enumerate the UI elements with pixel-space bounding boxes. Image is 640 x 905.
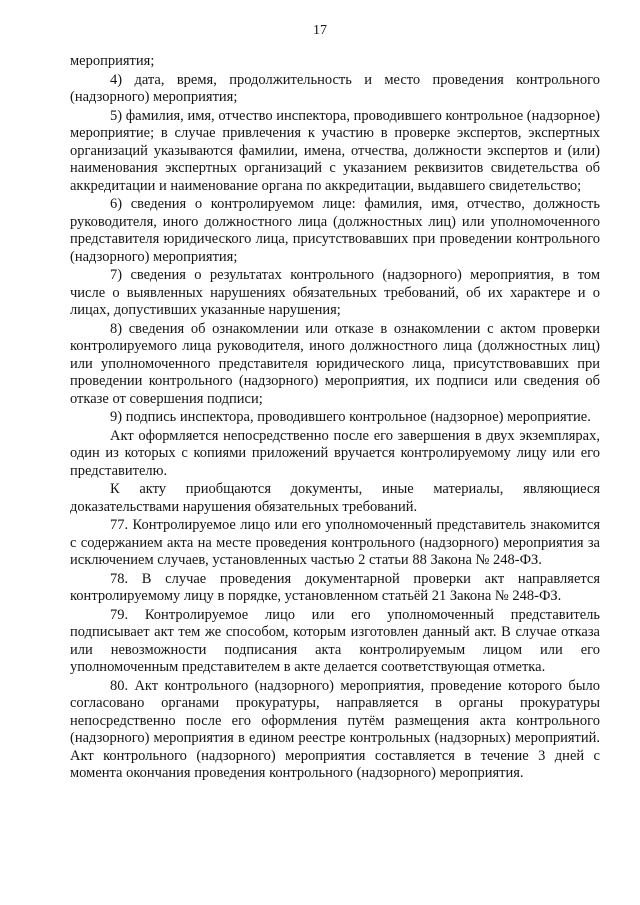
list-item-8: 8) сведения об ознакомлении или отказе в ознакомлении с актом проверки контролируемого лица руководителя, иного должностного лица (должностных лиц) или уполномоченного представителя юридического лица, присутствовавших при проведении контрольного (надзорного) мероприятия, их подписи или сведения об отказе от совершения подписи; (70, 320, 600, 407)
clause-79: 79. Контролируемое лицо или его уполномоченный представитель подписывает акт тем же способом, которым изготовлен данный акт. В случае отказа или невозможности подписания акта контролируемым лицом или его уполномоченным представителем в акте делается соответствующая отметка. (70, 606, 600, 675)
paragraph-act-attachments: К акту приобщаются документы, иные материалы, являющиеся доказательствами нарушения обязательных требований. (70, 481, 600, 515)
document-body (70, 53, 600, 784)
paragraph-act-execution: Акт оформляется непосредственно после его завершения в двух экземплярах, один из которых с копиями приложений вручается контролируемому лицу или его представителю. (70, 427, 600, 479)
clause-77: 77. Контролируемое лицо или его уполномоченный представитель знакомится с содержанием акта на месте проведения контрольного (надзорного) мероприятия за исключением случаев, установленных частью 2 статьи 88 Закона № 248-ФЗ. (70, 517, 600, 568)
list-item-9: 9) подпись инспектора, проводившего контрольное (надзорное) мероприятие. (110, 409, 591, 425)
list-item-7: 7) сведения о результатах контрольного (надзорного) мероприятия, в том числе о выявленных нарушениях обязательных требований, об их характере и о лицах, допустивших указанные нарушения; (70, 267, 600, 318)
paragraph-continuation: мероприятия; (70, 53, 155, 69)
list-item-4: 4) дата, время, продолжительность и место проведения контрольного (надзорного) мероприятия; (70, 71, 600, 105)
clause-78: 78. В случае проведения документарной проверки акт направляется контролируемому лицу в порядке, установленном статьёй 21 Закона № 248-ФЗ. (70, 570, 600, 604)
list-item-5: 5) фамилия, имя, отчество инспектора, проводившего контрольное (надзорное) мероприятие; в случае привлечения к участию в проверке экспертов, экспертных организаций указываются фамилии, имена, отчества, должности экспертов и (или) наименования экспертных организаций с указанием реквизитов свидетельства об аккредитации и наименование органа по аккредитации, выдавшего свидетельство; (70, 107, 600, 194)
list-item-6: 6) сведения о контролируемом лице: фамилия, имя, отчество, должность руководителя, иного должностного лица (должностных лиц) или уполномоченного представителя юридического лица, присутствовавших при проведении контрольного (надзорного) мероприятия; (70, 196, 600, 265)
page-number: 17 (313, 23, 327, 38)
clause-80: 80. Акт контрольного (надзорного) мероприятия, проведение которого было согласовано органами прокуратуры, направляется в органы прокуратуры непосредственно после его оформления путём размещения акта контрольного (надзорного) мероприятия в едином реестре контрольных (надзорных) мероприятий. Акт контрольного (надзорного) мероприятия составляется в течение 3 дней с момента окончания проведения контрольного (надзорного) мероприятия. (70, 677, 600, 781)
